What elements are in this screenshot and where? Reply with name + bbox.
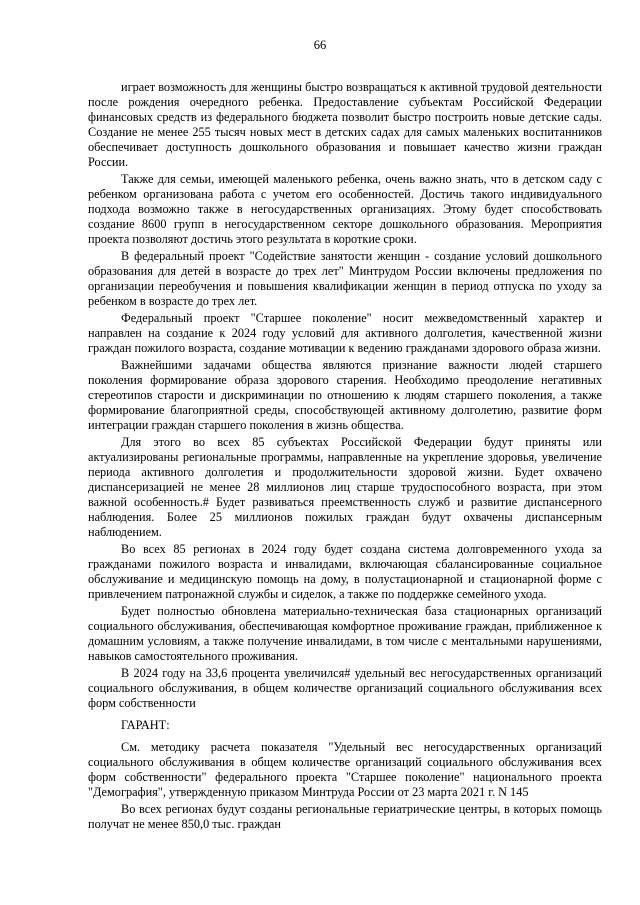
page-number: 66 bbox=[313, 38, 327, 52]
garant-note: См. методику расчета показателя "Удельный вес негосударственных организаций социального обслуживания в общем количестве организаций социального обслуживания всех форм собственности" федерального проекта "Старшее поколение" национального проекта "Демография", утвержденную приказом Минтруда России от 23 марта 2021 г. N 145 bbox=[88, 740, 602, 799]
paragraph-material-base: Будет полностью обновлена материально-техническая база стационарных организаций социального обслуживания, обеспечивающая комфортное проживание граждан, приближенное к домашним условиям, а также получение инвалидами, в том числе с ментальными нарушениями, навыков самостоятельного проживания. bbox=[88, 604, 602, 663]
paragraph-geriatric-centers: Во всех регионах будут созданы региональные гериатрические центры, в которых помощь получат не менее 850,0 тыс. граждан bbox=[88, 802, 602, 831]
paragraph-women-employment: В федеральный проект "Содействие занятости женщин - создание условий дошкольного образования для детей в возрасте до трех лет" Минтрудом России включены предложения по организации переобучения и повышения квалификации женщин в период отпуска по уходу за ребенком в возрасте до трех лет. bbox=[88, 249, 602, 308]
paragraph-individual-approach: Также для семьи, имеющей маленького ребенка, очень важно знать, что в детском саду с ребенком организована работа с учетом его особенностей. Достичь такого индивидуального подхода возможно также в негосударственных организациях. Этому будет способствовать создание 8600 групп в негосударственном секторе дошкольного образования. Мероприятия проекта позволяют достичь этого результата в короткие сроки. bbox=[88, 172, 602, 246]
document-body bbox=[88, 80, 602, 834]
garant-label: ГАРАНТ: bbox=[121, 718, 170, 732]
paragraph-society-tasks: Важнейшими задачами общества являются признание важности людей старшего поколения формирование образа здорового старения. Необходимо преодоление негативных стереотипов старости и дискриминации по отношению к людям старшего поколения, а также формирование благоприятной среды, способствующей активному долголетию, развитие форм интеграции граждан старшего поколения в жизнь общества. bbox=[88, 358, 602, 432]
paragraph-older-generation-project: Федеральный проект "Старшее поколение" носит межведомственный характер и направлен на создание к 2024 году условий для активного долголетия, качественной жизни граждан пожилого возраста, создание мотивации к ведению гражданами здорового образа жизни. bbox=[88, 311, 602, 355]
paragraph-long-term-care: Во всех 85 регионах в 2024 году будет создана система долговременного ухода за гражданами пожилого возраста и инвалидами, включающая сбалансированные социальное обслуживание и медицинскую помощь на дому, в полустационарной и стационарной форме с привлечением патронажной службы и сиделок, а также по поддержке семейного ухода. bbox=[88, 542, 602, 601]
paragraph-kindergarten-places: играет возможность для женщины быстро возвращаться к активной трудовой деятельности после рождения очередного ребенка. Предоставление субъектам Российской Федерации финансовых средств из федерального бюджета позволит быстро построить новые детские сады. Создание не менее 255 тысяч новых мест в детских садах для самых маленьких воспитанников обеспечивает доступность дошкольного образования и повышает качество жизни граждан России. bbox=[88, 80, 602, 169]
paragraph-regional-programs: Для этого во всех 85 субъектах Российской Федерации будут приняты или актуализированы региональные программы, направленные на укрепление здоровья, увеличение периода активного долголетия и продолжительности здоровой жизни. Будет охвачено диспансеризацией не менее 28 миллионов лиц старше трудоспособного возраста, при этом важной особенность.# Будет развиваться преемственность служб и развитие диспансерного наблюдения. Более 25 миллионов пожилых граждан будут охвачены диспансерным наблюдением. bbox=[88, 435, 602, 539]
paragraph-non-state-share: В 2024 году на 33,6 процента увеличился# удельный вес негосударственных организаций социального обслуживания, в общем количестве организаций социального обслуживания всех форм собственности bbox=[88, 666, 602, 710]
